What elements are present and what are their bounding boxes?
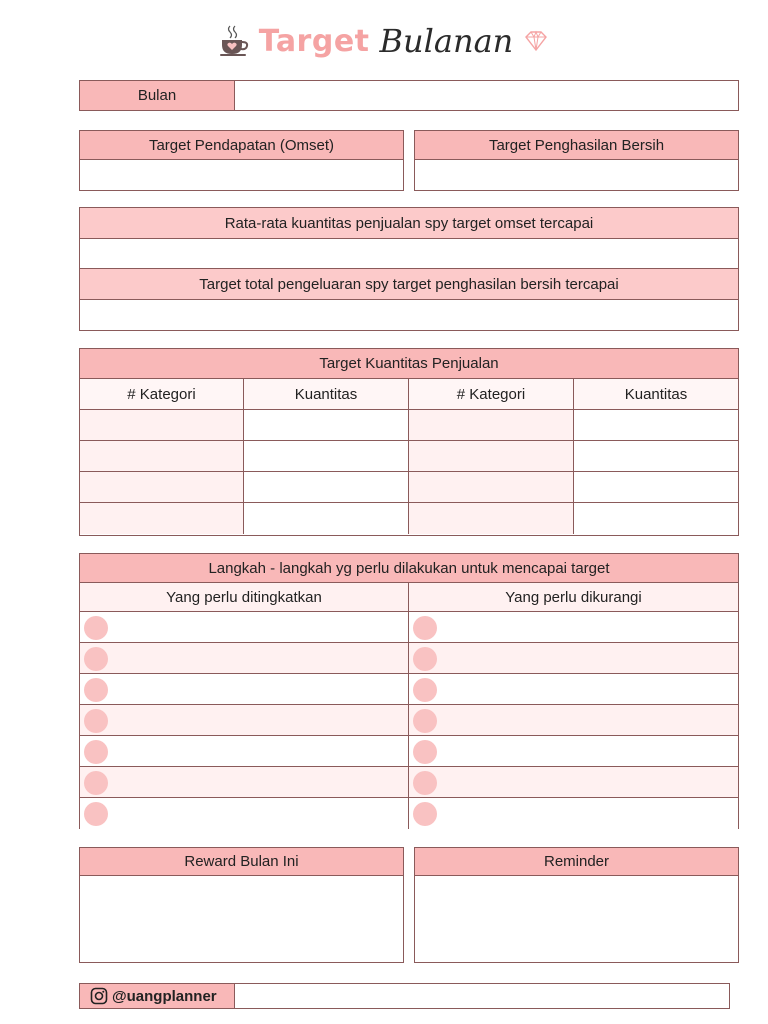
revenue-target-field[interactable] — [80, 160, 403, 190]
category-cell[interactable] — [409, 503, 574, 534]
bullet-circle-icon — [413, 771, 437, 795]
instagram-icon — [90, 987, 108, 1005]
column-header: # Kategori — [80, 379, 244, 409]
net-income-target-box — [414, 130, 739, 191]
category-cell[interactable] — [80, 410, 244, 440]
title-target: Target — [258, 23, 370, 59]
column-header: # Kategori — [409, 379, 574, 409]
bullet-circle-icon — [413, 709, 437, 733]
category-cell[interactable] — [80, 441, 244, 471]
decrease-item[interactable] — [409, 798, 738, 829]
steps-table — [79, 553, 739, 829]
decrease-item[interactable] — [409, 612, 738, 642]
steps-rows — [80, 612, 738, 829]
category-cell[interactable] — [409, 441, 574, 471]
net-income-target-field[interactable] — [415, 160, 738, 190]
footer-bar — [79, 983, 730, 1009]
quantity-cell[interactable] — [244, 472, 409, 502]
quantity-cell[interactable] — [574, 441, 738, 471]
quantity-cell[interactable] — [244, 410, 409, 440]
sales-quantity-title: Target Kuantitas Penjualan — [80, 349, 738, 379]
sales-quantity-table — [79, 348, 739, 536]
bullet-circle-icon — [84, 802, 108, 826]
bullet-circle-icon — [84, 709, 108, 733]
bullet-circle-icon — [84, 740, 108, 764]
bullet-circle-icon — [413, 616, 437, 640]
quantity-cell[interactable] — [574, 472, 738, 502]
month-field[interactable] — [235, 81, 738, 110]
table-row — [80, 472, 738, 503]
expense-target-field[interactable] — [80, 300, 738, 330]
table-row — [80, 503, 738, 534]
avg-sales-field[interactable] — [80, 239, 738, 269]
quantity-cell[interactable] — [244, 441, 409, 471]
month-row — [79, 80, 739, 111]
bullet-circle-icon — [84, 771, 108, 795]
title-bulanan: Bulanan — [379, 22, 514, 60]
sales-quantity-header-row — [80, 379, 738, 410]
table-row — [80, 410, 738, 441]
list-item — [80, 643, 738, 674]
reminder-field[interactable] — [415, 876, 738, 962]
bullet-circle-icon — [84, 678, 108, 702]
decrease-item[interactable] — [409, 674, 738, 704]
category-cell[interactable] — [80, 503, 244, 534]
increase-item[interactable] — [80, 643, 409, 673]
quantity-cell[interactable] — [244, 503, 409, 534]
footer-field[interactable] — [235, 984, 729, 1008]
category-cell[interactable] — [409, 410, 574, 440]
decrease-item[interactable] — [409, 736, 738, 766]
decrease-item[interactable] — [409, 767, 738, 797]
month-label: Bulan — [80, 81, 235, 110]
averages-box — [79, 207, 739, 331]
category-cell[interactable] — [409, 472, 574, 502]
increase-item[interactable] — [80, 767, 409, 797]
category-cell[interactable] — [80, 472, 244, 502]
net-income-target-label: Target Penghasilan Bersih — [415, 131, 738, 160]
quantity-cell[interactable] — [574, 410, 738, 440]
steps-header-row — [80, 583, 738, 612]
page-title — [0, 16, 768, 66]
reminder-label: Reminder — [415, 848, 738, 876]
sales-quantity-rows — [80, 410, 738, 534]
reminder-box — [414, 847, 739, 963]
column-header: Kuantitas — [244, 379, 409, 409]
revenue-target-label: Target Pendapatan (Omset) — [80, 131, 403, 160]
revenue-target-box — [79, 130, 404, 191]
bullet-circle-icon — [413, 647, 437, 671]
increase-item[interactable] — [80, 674, 409, 704]
column-header: Kuantitas — [574, 379, 738, 409]
increase-item[interactable] — [80, 705, 409, 735]
increase-header: Yang perlu ditingkatkan — [80, 583, 409, 611]
steps-title: Langkah - langkah yg perlu dilakukan untuk mencapai target — [80, 554, 738, 583]
diamond-icon — [523, 29, 549, 53]
bullet-circle-icon — [413, 740, 437, 764]
reward-box — [79, 847, 404, 963]
list-item — [80, 767, 738, 798]
quantity-cell[interactable] — [574, 503, 738, 534]
bullet-circle-icon — [413, 802, 437, 826]
increase-item[interactable] — [80, 612, 409, 642]
list-item — [80, 674, 738, 705]
bullet-circle-icon — [84, 647, 108, 671]
coffee-cup-icon — [219, 24, 249, 58]
increase-item[interactable] — [80, 736, 409, 766]
avg-sales-label: Rata-rata kuantitas penjualan spy target omset tercapai — [80, 208, 738, 239]
decrease-header: Yang perlu dikurangi — [409, 583, 738, 611]
social-handle-tag[interactable] — [80, 984, 235, 1008]
reward-field[interactable] — [80, 876, 403, 962]
reward-label: Reward Bulan Ini — [80, 848, 403, 876]
table-row — [80, 441, 738, 472]
social-handle: @uangplanner — [112, 987, 217, 1005]
decrease-item[interactable] — [409, 705, 738, 735]
list-item — [80, 612, 738, 643]
expense-target-label: Target total pengeluaran spy target penghasilan bersih tercapai — [80, 269, 738, 300]
increase-item[interactable] — [80, 798, 409, 829]
bullet-circle-icon — [84, 616, 108, 640]
list-item — [80, 705, 738, 736]
list-item — [80, 736, 738, 767]
bullet-circle-icon — [413, 678, 437, 702]
list-item — [80, 798, 738, 829]
decrease-item[interactable] — [409, 643, 738, 673]
